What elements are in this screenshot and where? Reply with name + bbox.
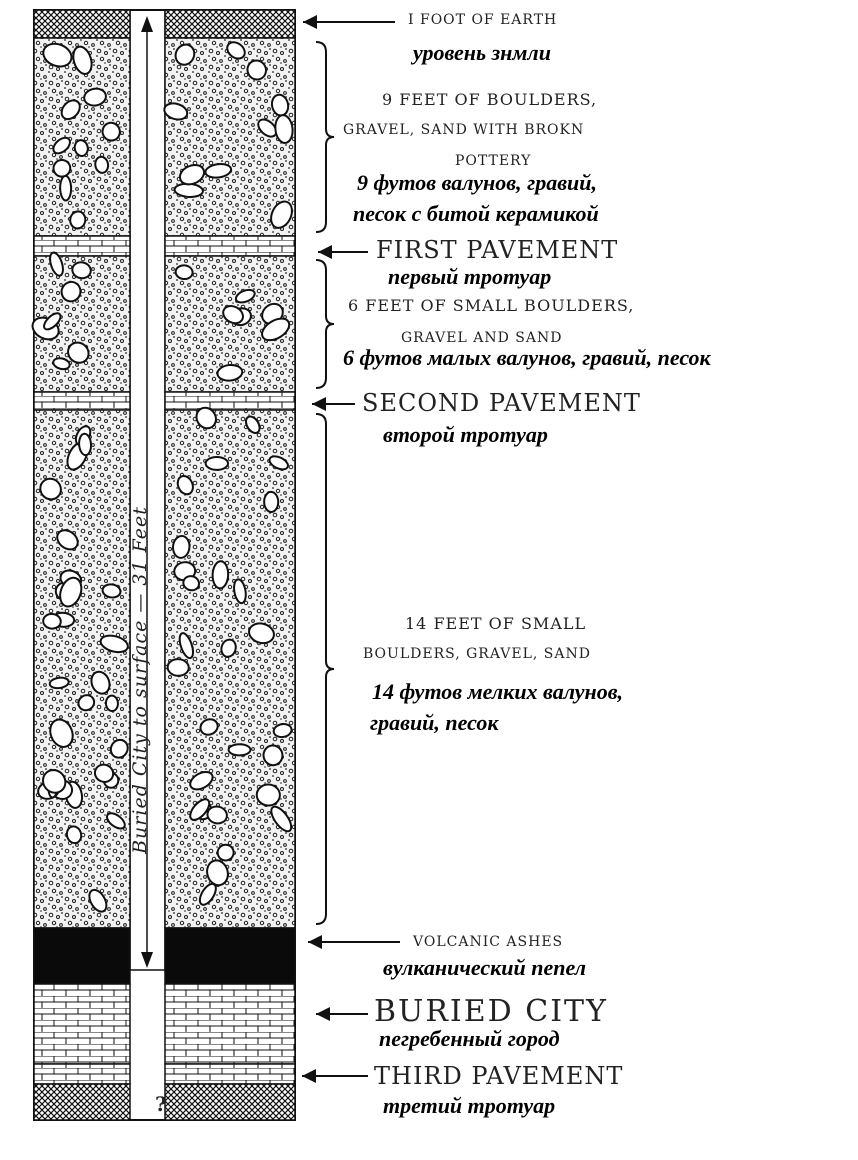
label-pavement2-en: SECOND PAVEMENT — [362, 389, 641, 417]
label-pavement3-en: THIRD PAVEMENT — [374, 1062, 624, 1090]
label-boulders6-en-2: GRAVEL AND SAND — [401, 330, 563, 346]
label-boulders9-ru-1: 9 футов валунов, гравий, — [357, 170, 598, 195]
boulder — [53, 160, 71, 177]
label-pavement1-ru: первый тротуар — [388, 264, 552, 289]
boulder — [106, 695, 119, 711]
boulder — [172, 535, 190, 558]
boulder — [206, 457, 228, 470]
pavement1-band-right — [165, 236, 295, 256]
pavement3-band-left — [34, 1064, 130, 1084]
arrow-left-icon — [302, 1069, 316, 1083]
earth-band-right — [165, 10, 295, 38]
label-boulders9-en-1: 9 FEET OF BOULDERS, — [382, 90, 598, 109]
label-boulders14-en-2: BOULDERS, GRAVEL, SAND — [363, 646, 591, 662]
boulder — [175, 265, 193, 280]
boulder — [78, 433, 91, 455]
arrow-left-icon — [312, 397, 326, 411]
label-boulders6-ru: 6 футов малых валунов, гравий, песок — [343, 345, 711, 370]
boulder — [264, 492, 278, 512]
label-earth-en: I FOOT OF EARTH — [408, 12, 558, 28]
label-pavement3-ru: третий тротуар — [383, 1093, 556, 1118]
pavement2-band-left — [34, 392, 130, 410]
city-band-right — [165, 984, 295, 1064]
city-band-left — [34, 984, 130, 1064]
label-ashes-en: VOLCANIC ASHES — [413, 934, 564, 950]
label-city-ru: пегребенный город — [379, 1026, 560, 1051]
bracket-boulders14 — [316, 414, 334, 924]
label-boulders6-en-1: 6 FEET OF SMALL BOULDERS, — [348, 296, 635, 315]
arrow-left-icon — [303, 15, 317, 29]
arrow-left-icon — [318, 245, 332, 259]
base-band-right — [165, 1084, 295, 1120]
pavement1-band-left — [34, 236, 130, 256]
label-boulders14-ru-1: 14 футов мелких валунов, — [372, 679, 624, 704]
boulder — [60, 176, 71, 201]
label-earth-ru: уровень знмли — [413, 40, 551, 65]
label-pavement2-ru: второй тротуар — [383, 422, 548, 447]
arrow-left-icon — [308, 935, 322, 949]
boulder — [43, 613, 62, 629]
label-city-en: BURIED CITY — [374, 994, 608, 1029]
ashes-band-left — [34, 928, 130, 984]
column-depth-label: Buried City to surface — 31 Feet — [129, 506, 151, 854]
boulder — [229, 744, 251, 755]
bracket-boulders6 — [316, 260, 334, 388]
base-band-left — [34, 1084, 130, 1120]
pavement3-band-right — [165, 1064, 295, 1084]
label-boulders14-en-1: 14 FEET OF SMALL — [405, 614, 587, 633]
boulder — [256, 784, 280, 806]
label-ashes-ru: вулканический пепел — [383, 955, 586, 980]
label-boulders9-en-3: POTTERY — [455, 153, 532, 169]
ashes-band-right — [165, 928, 295, 984]
label-pavement1-en: FIRST PAVEMENT — [376, 236, 619, 264]
unknown-mark: ? — [155, 1092, 168, 1116]
bracket-boulders9 — [316, 42, 334, 232]
pavement2-band-right — [165, 392, 295, 410]
boulder — [212, 561, 228, 589]
label-boulders9-ru-2: песок с битой керамикой — [353, 201, 599, 226]
arrow-left-icon — [316, 1007, 330, 1021]
label-boulders9-en-2: GRAVEL, SAND WITH BROKN — [343, 122, 585, 138]
earth-band-left — [34, 10, 130, 38]
boulder — [167, 659, 189, 677]
label-boulders14-ru-2: гравий, песок — [370, 710, 499, 735]
